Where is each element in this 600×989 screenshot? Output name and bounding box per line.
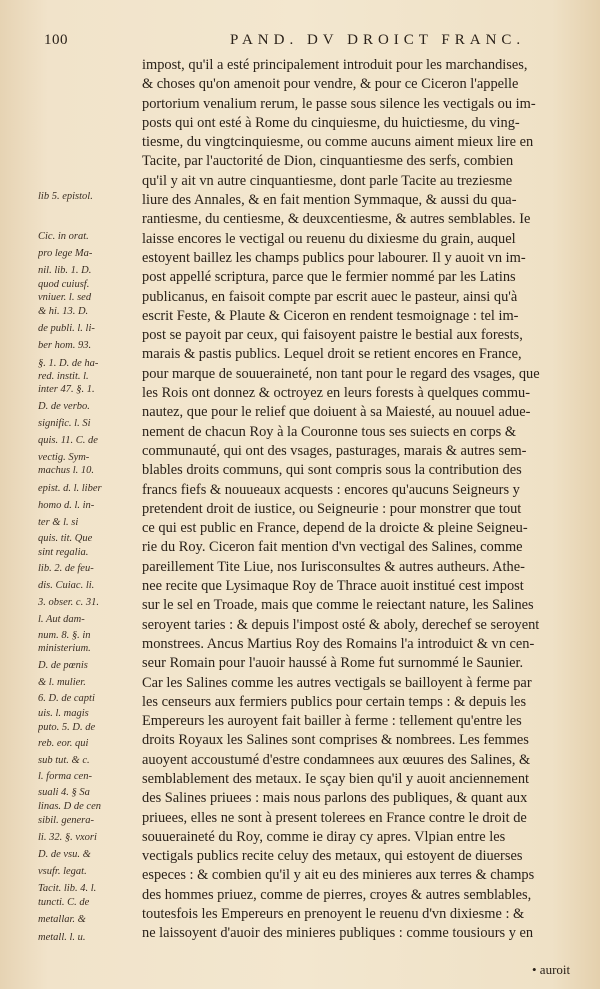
margin-note: Cic. in orat. xyxy=(38,231,89,242)
text-line: ce qui est public en France, depend de la droicte & pleine Seigneu- xyxy=(142,520,528,537)
margin-note: metallar. & xyxy=(38,914,86,925)
text-line: seur Romain pour l'auoir haussé à Rome fut surnommé le Saunier. xyxy=(142,655,524,672)
text-line: estoyent baillez les champs publics pour labourer. Il y auoit vn im- xyxy=(142,249,526,266)
text-line: pretendent droit de iustice, ou Seigneurie : pour monstrer que tout xyxy=(142,500,522,517)
margin-note: quis. tit. Que xyxy=(38,533,93,544)
text-line: blables droits communs, qui sont compris sous la contribution des xyxy=(142,462,522,479)
text-line: tiesme, du vingtcinquiesme, ou comme aucuns aiment mieux lire en xyxy=(142,134,534,151)
margin-note: l. forma cen- xyxy=(38,771,92,782)
margin-note: lib 5. epistol. xyxy=(38,191,93,202)
margin-note: D. de verbo. xyxy=(38,401,90,412)
text-line: post se payoit par ceux, qui faisoyent paistre le bestial aux forests, xyxy=(142,327,523,344)
text-line: seroyent taries : & depuis l'impost osté & aboly, derechef se seroyent xyxy=(142,616,540,633)
margin-note: machus l. 10. xyxy=(38,465,94,476)
margin-note: l. Aut dam- xyxy=(38,614,85,625)
margin-note: sibil. genera- xyxy=(38,815,94,826)
margin-note: & l. mulier. xyxy=(38,677,86,688)
text-line: des hommes priuez, comme de pierres, croyes & autres semblables, xyxy=(142,886,532,903)
margin-note: ber hom. 93. xyxy=(38,340,92,351)
text-line: francs fiefs & nouueaux acquests : encores qu'aucuns Seigneurs y xyxy=(142,481,520,498)
text-line: marais & pastis publics. Lequel droit se retient encores en France, xyxy=(142,346,522,363)
margin-note: puto. 5. D. de xyxy=(38,722,96,733)
margin-note: de publi. l. li- xyxy=(38,323,95,334)
text-line: nee recite que Lysimaque Roy de Thrace auoit institué cest impost xyxy=(142,578,524,595)
text-line: nement de chacun Roy à la Couronne tous ses suiects en corps & xyxy=(142,423,517,440)
text-line: Car les Salines comme les autres vectigals se bailloyent à ferme par xyxy=(142,674,532,691)
text-line: rie du Roy. Ciceron fait mention d'vn vectigal des Salines, comme xyxy=(142,539,523,556)
text-line: ne laissoyent d'auoir des minieres publiques : comme tousiours y en xyxy=(142,925,534,942)
margin-note: tuncti. C. de xyxy=(38,897,90,908)
text-line: pareillement Tite Liue, nos Iurisconsultes & autres autheurs. Athe- xyxy=(142,558,525,575)
text-line: publicanus, en faisoit compte par escrit auec le pasteur, ainsi qu'à xyxy=(142,288,518,305)
margin-note: inter 47. §. 1. xyxy=(38,384,95,395)
text-line: laisse encores le vectigal ou reuenu du dixiesme du grain, auquel xyxy=(142,230,516,247)
text-line: impost, qu'il a esté principalement introduit pour les marchandises, xyxy=(142,57,528,73)
text-line: toutesfois les Empereurs en prenoyent le reuenu d'vn dixiesme : & xyxy=(142,906,525,923)
text-line: monstrees. Ancus Martius Roy des Romains l'a introduict & vn cen- xyxy=(142,635,535,652)
margin-note: vniuer. l. sed xyxy=(38,292,92,303)
text-line: nautez, que pour le relief que doiuent à sa Maiesté, au nouuel adue- xyxy=(142,404,531,421)
margin-note: uis. l. magis xyxy=(38,708,89,719)
text-line: especes : & combien qu'il y ait eu des minieres aux terres & champs xyxy=(142,867,535,884)
margin-note: pro lege Ma- xyxy=(38,248,93,259)
margin-note: 3. obser. c. 31. xyxy=(38,597,99,608)
text-line: Tacite, par l'auctorité de Dion, cinquantiesme des serfs, combien xyxy=(142,153,514,170)
text-line: rantiesme, du centiesme, & deuxcentiesme, & autres semblables. Ie xyxy=(142,211,531,228)
margin-note: sint regalia. xyxy=(38,547,89,558)
margin-note: reb. eor. qui xyxy=(38,738,89,749)
margin-note: signific. l. Si xyxy=(38,418,91,429)
margin-note: quod cuiusf. xyxy=(38,279,90,290)
text-line: liure des Annales, & en fait mention Symmaque, & aussi du qua- xyxy=(142,192,517,209)
text-line: Empereurs les auroyent fait bailler à ferme : tellement qu'entre les xyxy=(142,713,522,730)
margin-note: vectig. Sym- xyxy=(38,452,90,463)
text-line: communauté, qui ont des vsages, pasturages, marais & autres sem- xyxy=(142,442,527,459)
catchword: • auroit xyxy=(532,962,571,977)
margin-note: linas. D de cen xyxy=(38,801,101,812)
margin-note: Tacit. lib. 4. l. xyxy=(38,883,97,894)
text-line: droits Royaux les Salines sont comprises & nombrees. Les femmes xyxy=(142,732,529,749)
margin-note: & hi. 13. D. xyxy=(38,306,89,317)
margin-note: num. 8. §. in xyxy=(38,630,91,641)
margin-notes xyxy=(0,0,150,989)
margin-note: 6. D. de capti xyxy=(38,693,95,704)
text-line: auoyent accoustumé d'estre condamnees aux œuures des Salines, & xyxy=(142,751,531,768)
text-line: les Rois ont donnez & octroyez en leurs forests à quelques commu- xyxy=(142,385,531,402)
margin-note: D. de pœnis xyxy=(38,660,88,671)
margin-note: quis. 11. C. de xyxy=(38,435,98,446)
text-line: escrit Feste, & Plaute & Ciceron en rendent tesmoignage : tel im- xyxy=(142,307,519,324)
margin-note: dis. Cuiac. li. xyxy=(38,580,95,591)
margin-note: sub tut. & c. xyxy=(38,755,90,766)
margin-note: vsufr. legat. xyxy=(38,866,87,877)
text-line: qu'il y ait vn autre cinquantiesme, dont parle Tacite au treziesme xyxy=(142,172,513,189)
page-number: 100 xyxy=(44,32,68,48)
text-line: souueraineté du Roy, comme ie diray cy apres. Vlpian entre les xyxy=(142,828,506,845)
text-line: post appellé scriptura, parce que le fermier nommé par les Latins xyxy=(142,269,516,286)
margin-note: suali 4. § Sa xyxy=(38,787,90,798)
running-title: PAND. DV DROICT FRANC. xyxy=(230,32,526,48)
margin-note: epist. d. l. liber xyxy=(38,483,102,494)
margin-note: red. instit. l. xyxy=(38,371,89,382)
text-line: posts qui ont esté à Rome du cinquiesme, du huictiesme, du ving- xyxy=(142,114,520,131)
margin-note: metall. l. u. xyxy=(38,932,86,943)
text-line: pour marque de souueraineté, non tant pour le regard des vsages, que xyxy=(142,365,540,382)
margin-note: li. 32. §. vxori xyxy=(38,832,97,843)
margin-note: homo d. l. in- xyxy=(38,500,95,511)
margin-note: ministerium. xyxy=(38,643,91,654)
text-line: semblablement des metaux. Ie sçay bien qu'il y auoit anciennement xyxy=(142,770,530,787)
margin-note: ter & l. si xyxy=(38,517,79,528)
margin-note: nil. lib. 1. D. xyxy=(38,265,92,276)
main-text xyxy=(142,56,577,944)
text-line: vectigals publics recite celuy des metaux, qui estoyent de diuerses xyxy=(142,848,523,865)
text-line: des Salines priuees : mais nous parlons des publiques, & quant aux xyxy=(142,790,528,807)
text-line: portorium venalium rerum, le passe sous silence les vectigals ou im- xyxy=(142,95,536,112)
text-line: & choses qu'on amenoit pour vendre, & pour ce Ciceron l'appelle xyxy=(142,76,519,93)
text-line: sur le sel en Troade, mais que comme le reiectant nature, les Salines xyxy=(142,597,534,614)
margin-note: lib. 2. de feu- xyxy=(38,563,94,574)
margin-note: §. 1. D. de ha- xyxy=(38,358,99,369)
margin-note: D. de vsu. & xyxy=(38,849,91,860)
text-line: priuees, elles ne sont à present tolerees en France contre le droit de xyxy=(142,809,527,826)
text-line: les censeurs aux fermiers publics pour certain temps : & depuis les xyxy=(142,693,527,710)
